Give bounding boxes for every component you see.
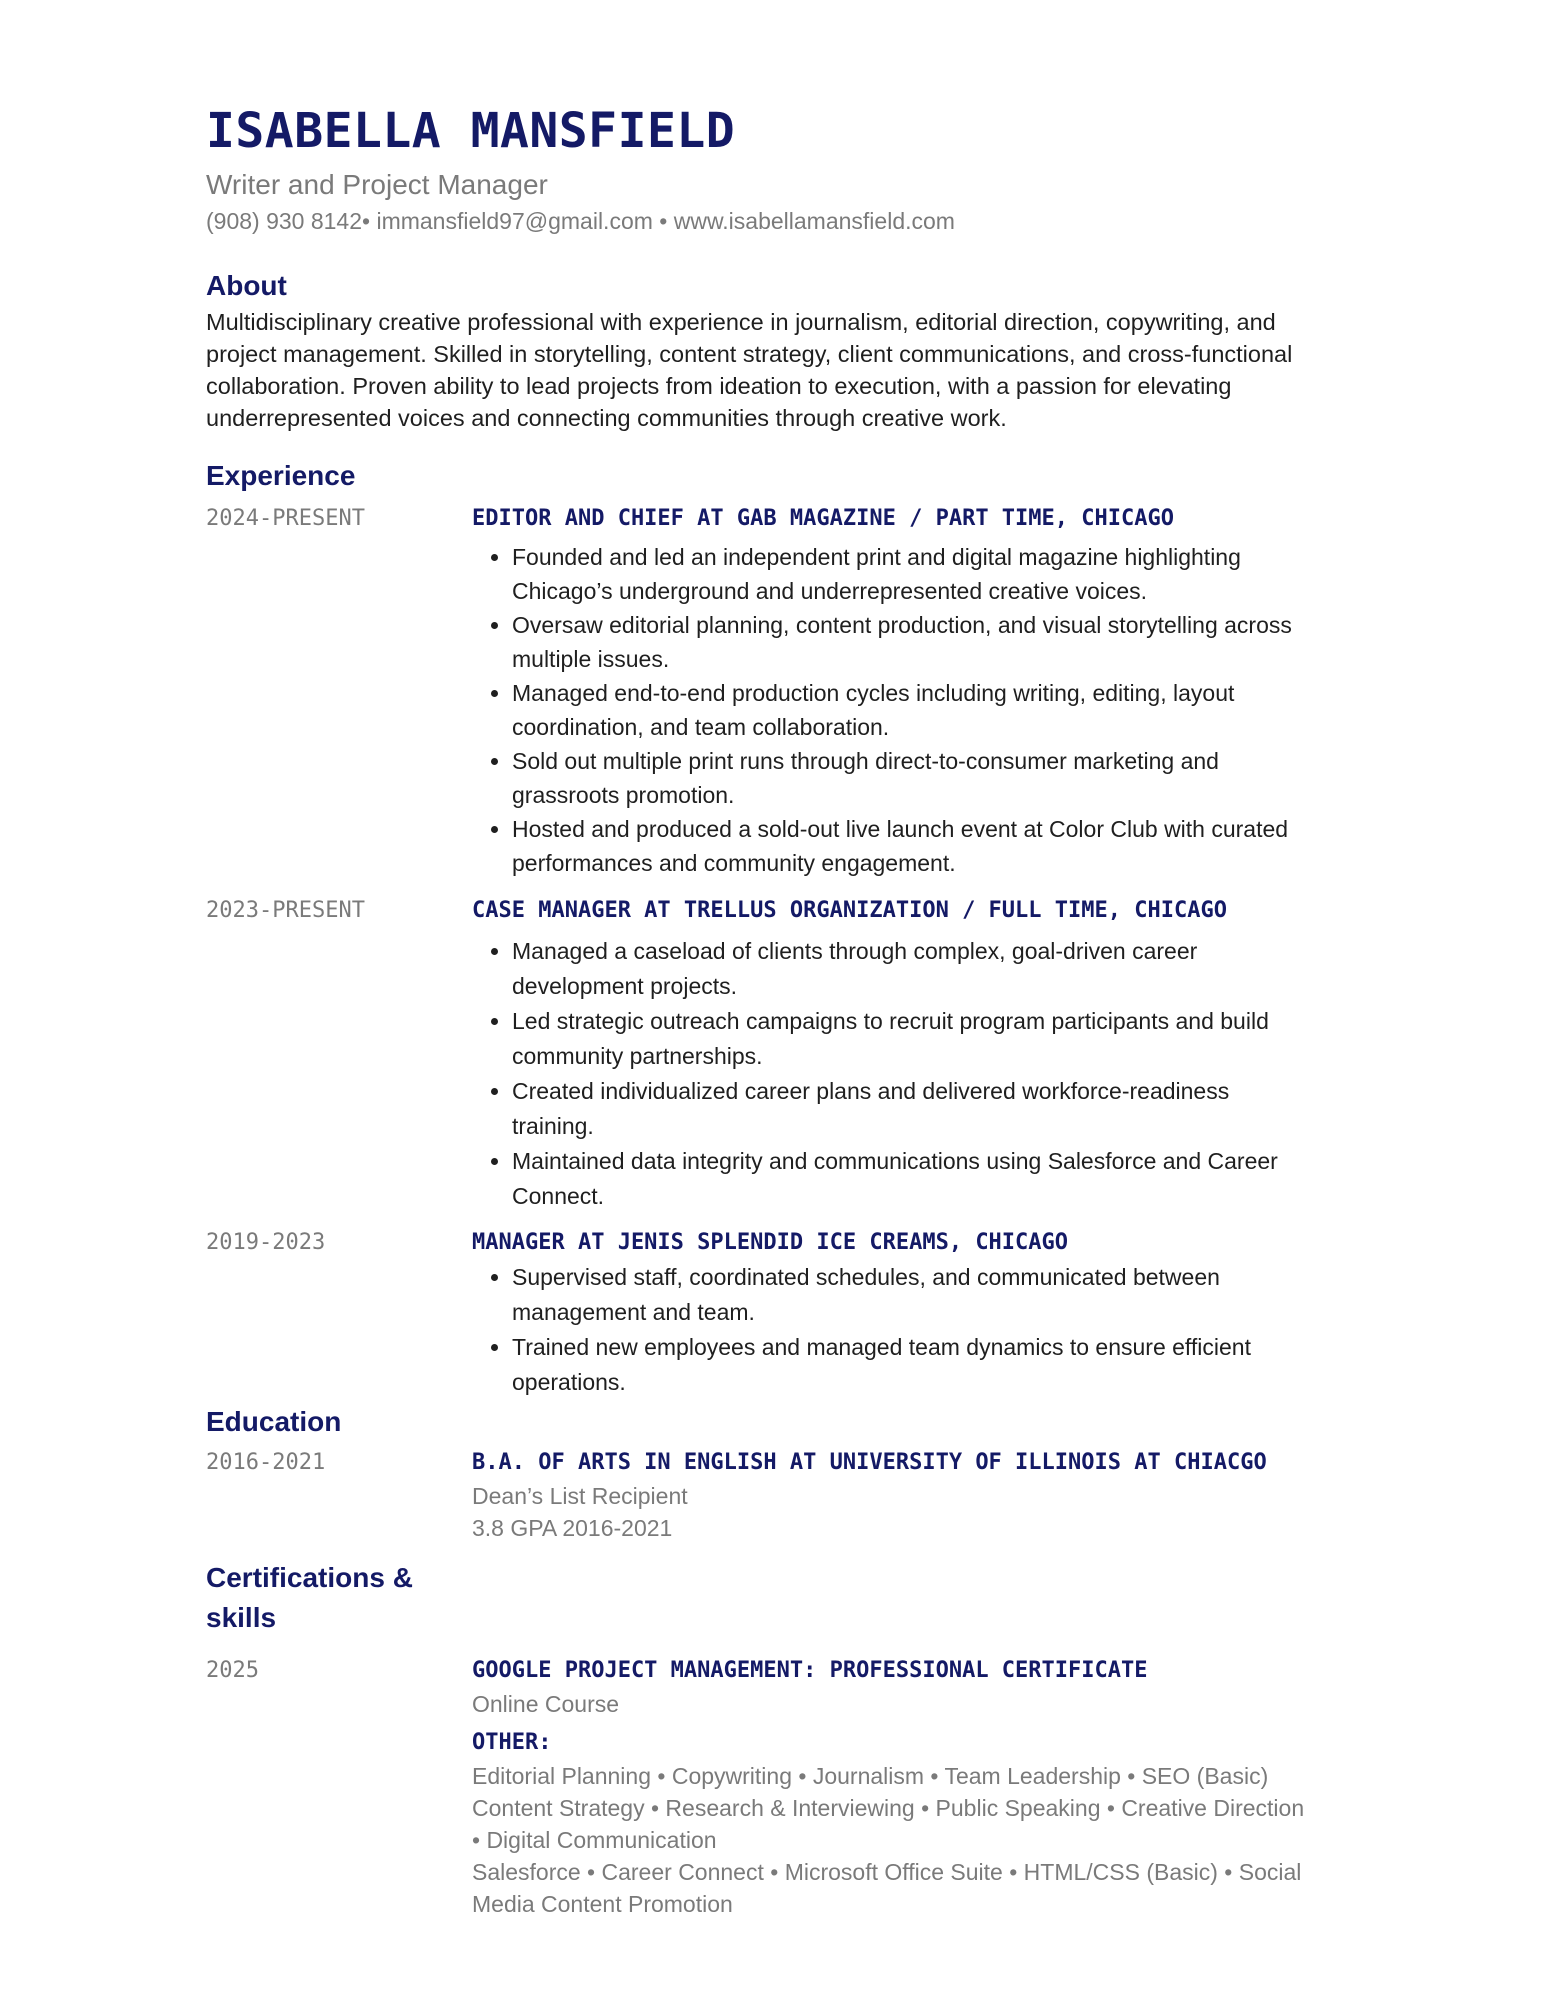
entry-title: CASE MANAGER AT TRELLUS ORGANIZATION / FULL TIME, CHICAGO (472, 898, 1227, 923)
entry-date: 2025 (206, 1658, 259, 1683)
candidate-subtitle: Writer and Project Manager (206, 169, 548, 200)
contact-info: (908) 930 8142• immansfield97@gmail.com • www.isabellamansfield.com (206, 208, 955, 234)
certification-detail: Online Course (472, 1691, 620, 1717)
bullet-item: • Trained new employees and managed team dynamics to ensure efficient operations. (512, 1330, 1312, 1400)
entry-date: 2016-2021 (206, 1450, 326, 1475)
skills-line: Editorial Planning • Copywriting • Journalism • Team Leadership • SEO (Basic) (472, 1763, 1269, 1789)
entry-title: GOOGLE PROJECT MANAGEMENT: PROFESSIONAL CERTIFICATE (472, 1658, 1148, 1683)
bullet-item: • Managed a caseload of clients through complex, goal-driven career development projects. (512, 934, 1312, 1004)
experience-entry (206, 1226, 1356, 1400)
entry-date: 2024-PRESENT (206, 506, 365, 531)
certifications-heading-line2: skills (206, 1602, 277, 1633)
certifications-heading (206, 1558, 1356, 1638)
entry-bullets (472, 1260, 1356, 1400)
education-entry (206, 1446, 1356, 1544)
bullet-item: • Led strategic outreach campaigns to recruit program participants and build community partnerships. (512, 1004, 1312, 1074)
bullet-item: • Founded and led an independent print and digital magazine highlighting Chicago’s underground and underrepresented creative voices. (512, 540, 1312, 608)
education-detail: 3.8 GPA 2016-2021 (472, 1515, 673, 1541)
bullet-item: • Maintained data integrity and communications using Salesforce and Career Connect. (512, 1144, 1312, 1214)
entry-title: B.A. OF ARTS IN ENGLISH AT UNIVERSITY OF ILLINOIS AT CHIACGO (472, 1450, 1267, 1475)
experience-entry (206, 894, 1356, 1214)
certification-entry (206, 1654, 1356, 1920)
bullet-item: • Oversaw editorial planning, content production, and visual storytelling across multiple issues. (512, 608, 1312, 676)
entry-date: 2019-2023 (206, 1230, 326, 1255)
experience-entry (206, 502, 1356, 880)
about-text: Multidisciplinary creative professional with experience in journalism, editorial direction, copywriting, and project management. Skilled in storytelling, content strategy, client communications, and cross-functional collaboration. Proven ability to lead projects from ideation to execution, with a passion for elevating underrepresented voices and connecting communities through creative work. (206, 309, 1293, 431)
bullet-item: • Hosted and produced a sold-out live launch event at Color Club with curated performances and community engagement. (512, 812, 1312, 880)
skills-line: Salesforce • Career Connect • Microsoft Office Suite • HTML/CSS (Basic) • Social Media Content Promotion (472, 1859, 1302, 1917)
bullet-item: • Managed end-to-end production cycles including writing, editing, layout coordination, and team collaboration. (512, 676, 1312, 744)
certifications-heading-line1: Certifications & (206, 1562, 413, 1593)
experience-heading: Experience (206, 460, 356, 491)
entry-title: MANAGER AT JENIS SPLENDID ICE CREAMS, CHICAGO (472, 1230, 1069, 1255)
entry-date: 2023-PRESENT (206, 898, 365, 923)
bullet-item: • Sold out multiple print runs through direct-to-consumer marketing and grassroots promotion. (512, 744, 1312, 812)
entry-bullets (472, 934, 1356, 1214)
about-heading: About (206, 270, 287, 301)
bullet-item: • Created individualized career plans and delivered workforce-readiness training. (512, 1074, 1312, 1144)
education-heading: Education (206, 1406, 342, 1437)
entry-title: EDITOR AND CHIEF AT GAB MAGAZINE / PART TIME, CHICAGO (472, 506, 1174, 531)
skills-line: Content Strategy • Research & Interviewing • Public Speaking • Creative Direction • Digital Communication (472, 1795, 1305, 1853)
entry-bullets (472, 540, 1356, 880)
other-label: OTHER: (472, 1730, 552, 1755)
bullet-item: • Supervised staff, coordinated schedules, and communicated between management and team. (512, 1260, 1312, 1330)
candidate-name: ISABELLA MANSFIELD (206, 103, 736, 159)
resume-page (206, 96, 1356, 1920)
education-detail: Dean’s List Recipient (472, 1483, 688, 1509)
